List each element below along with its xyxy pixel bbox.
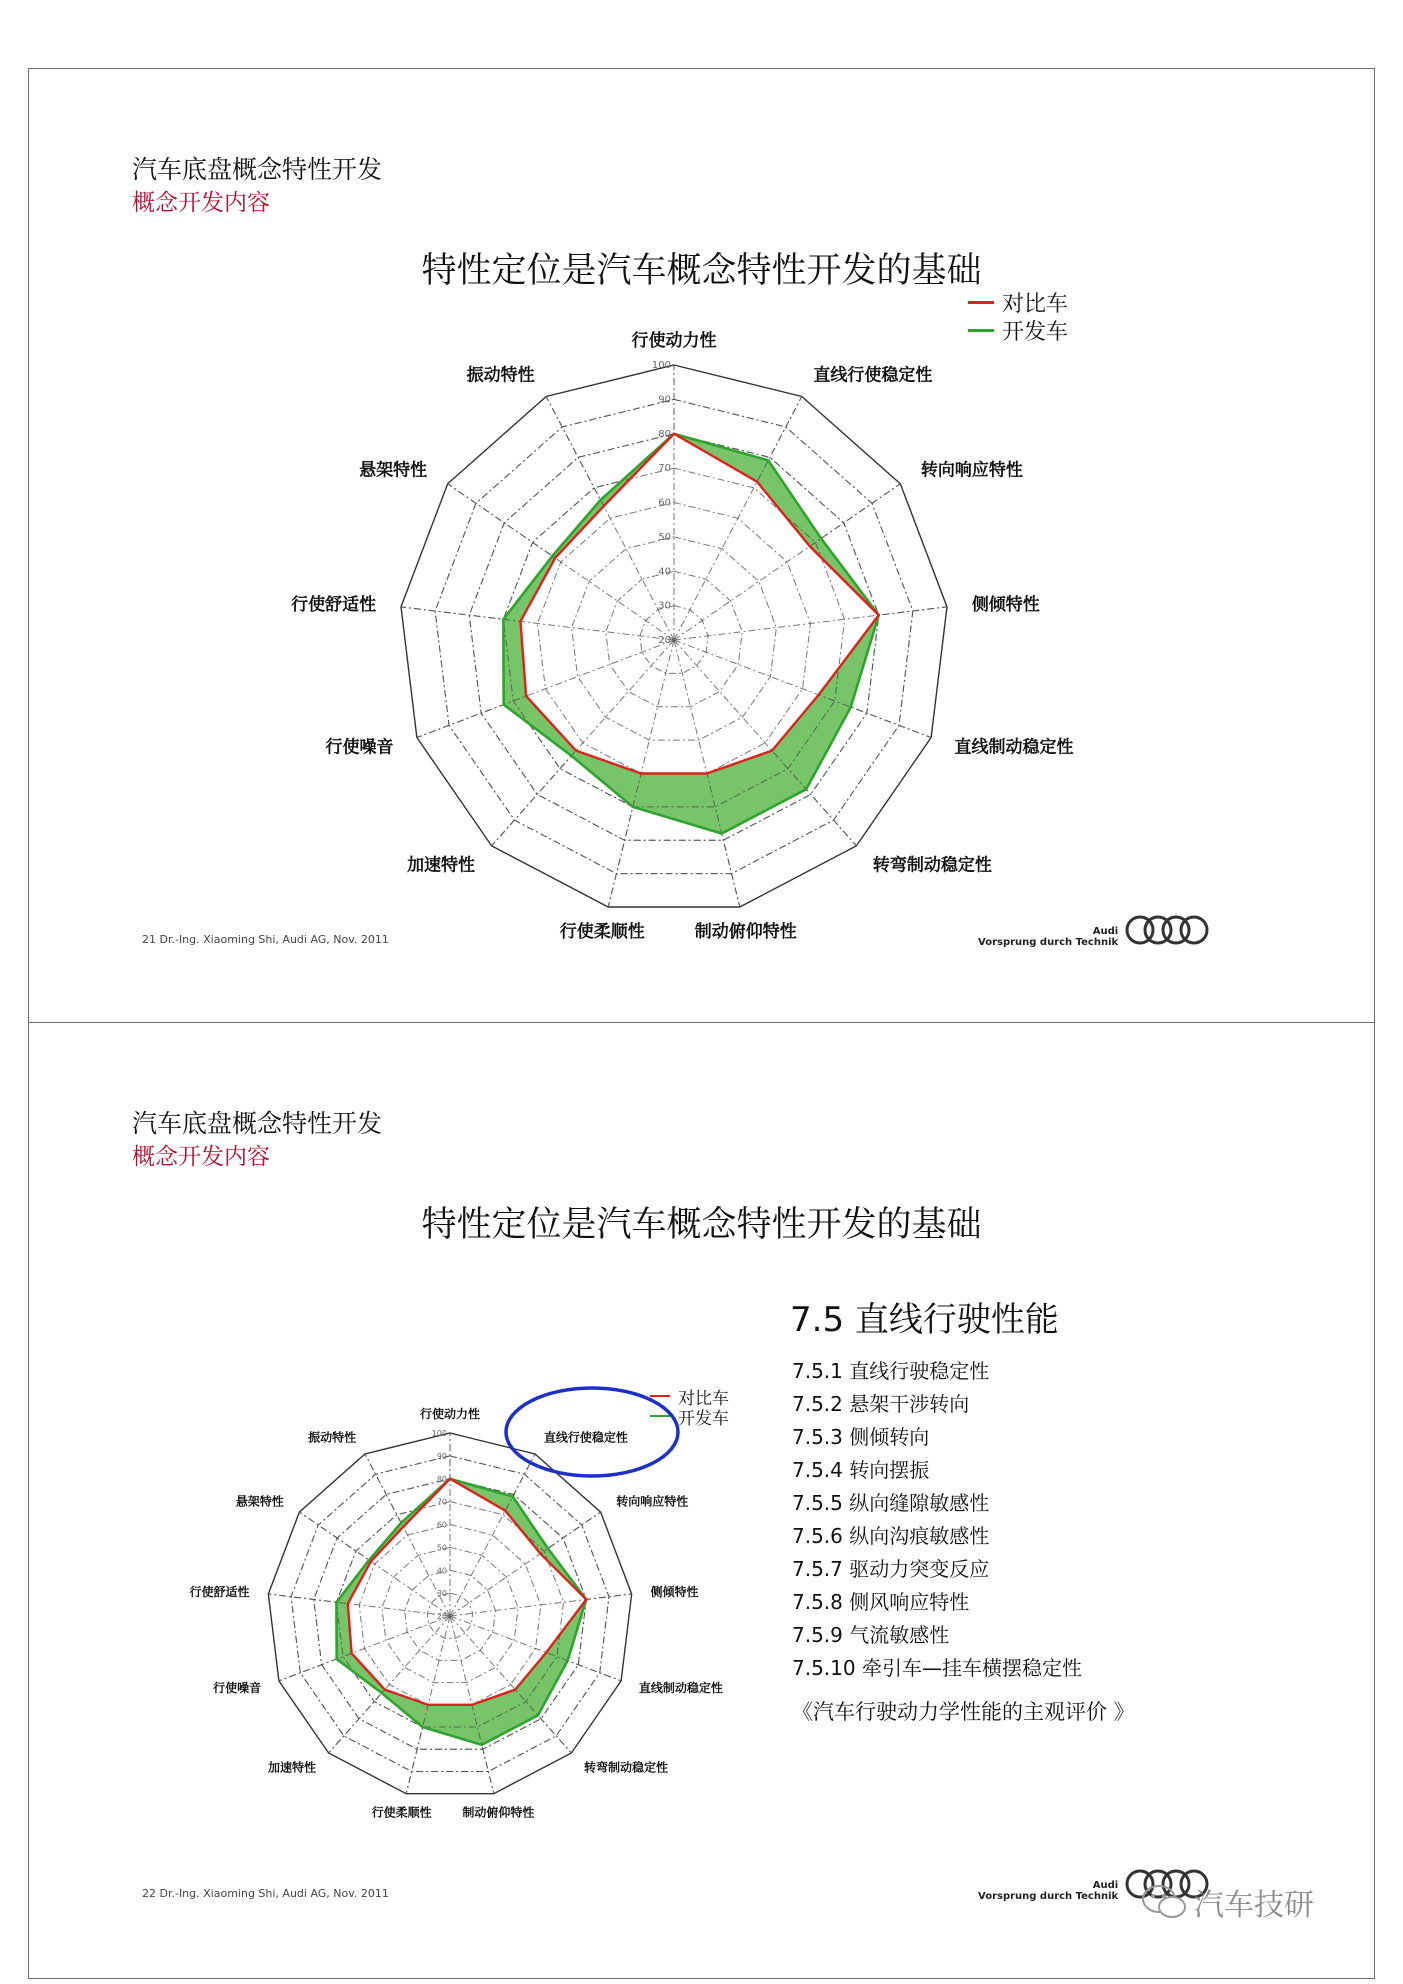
axis-label-9: 行使噪音	[213, 1680, 262, 1695]
tick-label-50: 50	[436, 1543, 447, 1553]
axis-label-10: 行使舒适性	[291, 594, 377, 615]
watermark	[1140, 1880, 1314, 1924]
audi-slogan: Vorsprung durch Technik	[978, 937, 1119, 948]
audi-slogan-2: Vorsprung durch Technik	[978, 1891, 1119, 1902]
wechat-icon	[1140, 1882, 1188, 1922]
tick-label-100: 100	[431, 1429, 447, 1438]
audi-brand-text-2	[978, 1880, 1118, 1902]
axis-label-3: 侧倾特性	[650, 1584, 699, 1599]
audi-word: Audi	[1092, 926, 1119, 937]
axis-label-10: 行使舒适性	[189, 1584, 250, 1599]
axis-label-6: 制动俯仰特性	[462, 1805, 535, 1820]
tick-label-60: 60	[436, 1520, 447, 1530]
axis-label-2: 转向响应特性	[920, 460, 1023, 481]
tick-label-60: 60	[658, 497, 671, 509]
slide1-header-subtitle: 概念开发内容	[132, 190, 270, 216]
audi-word-2: Audi	[1092, 1880, 1119, 1891]
section-item-9: 7.5.9 气流敏感性	[792, 1623, 950, 1647]
legend2-label-development: 开发车	[678, 1408, 729, 1429]
legend-label-comparison: 对比车	[1002, 291, 1069, 317]
legend2-label-comparison: 对比车	[678, 1388, 729, 1409]
tick-label-70: 70	[658, 463, 671, 475]
axis-label-3: 侧倾特性	[971, 594, 1040, 615]
axis-label-4: 直线制动稳定性	[638, 1680, 723, 1695]
tick-label-90: 90	[658, 394, 671, 406]
slide2-header-title: 汽车底盘概念特性开发	[132, 1109, 383, 1138]
axis-label-5: 转弯制动稳定性	[872, 855, 992, 876]
axis-label-1: 直线行使稳定性	[543, 1430, 628, 1445]
section-item-5: 7.5.5 纵向缝隙敏感性	[792, 1491, 990, 1515]
axis-label-7: 行使柔顺性	[371, 1805, 432, 1820]
tick-label-100: 100	[651, 360, 671, 371]
section-heading: 7.5 直线行驶性能	[790, 1300, 1059, 1340]
watermark-text: 汽车技研	[1194, 1888, 1314, 1923]
section-item-1: 7.5.1 直线行驶稳定性	[792, 1359, 990, 1383]
slide2-footer: 22 Dr.-Ing. Xiaoming Shi, Audi AG, Nov. 2011	[142, 1887, 389, 1900]
tick-label-20: 20	[436, 1612, 447, 1621]
section-item-2: 7.5.2 悬架干涉转向	[792, 1392, 970, 1416]
section-item-6: 7.5.6 纵向沟痕敏感性	[792, 1524, 990, 1548]
tick-label-40: 40	[436, 1566, 447, 1576]
axis-label-12: 振动特性	[466, 365, 535, 386]
tick-label-70: 70	[436, 1497, 447, 1507]
tick-label-40: 40	[658, 566, 671, 578]
axis-label-1: 直线行使稳定性	[813, 365, 933, 386]
axis-label-4: 直线制动稳定性	[954, 737, 1074, 758]
axis-label-9: 行使噪音	[325, 737, 394, 758]
axis-label-0: 行使动力性	[419, 1407, 481, 1422]
slide1-main-title: 特性定位是汽车概念特性开发的基础	[421, 251, 982, 291]
axis-label-6: 制动俯仰特性	[694, 922, 797, 943]
tick-label-90: 90	[436, 1451, 447, 1461]
tick-label-20: 20	[658, 635, 671, 646]
axis-label-8: 加速特性	[407, 855, 476, 876]
axis-label-11: 悬架特性	[359, 460, 428, 481]
section-item-3: 7.5.3 侧倾转向	[792, 1425, 930, 1449]
tick-label-50: 50	[658, 531, 671, 543]
slide1-footer: 21 Dr.-Ing. Xiaoming Shi, Audi AG, Nov. 2011	[142, 933, 389, 946]
tick-label-80: 80	[658, 428, 671, 440]
slide1-header-title: 汽车底盘概念特性开发	[132, 155, 383, 184]
axis-label-0: 行使动力性	[631, 330, 717, 351]
source-note: 《汽车行驶动力学性能的主观评价 》	[792, 1700, 1135, 1724]
section-item-8: 7.5.8 侧风响应特性	[792, 1590, 970, 1614]
tick-label-80: 80	[436, 1474, 447, 1484]
section-item-10: 7.5.10 牵引车—挂车横摆稳定性	[792, 1656, 1082, 1680]
slide2-main-title: 特性定位是汽车概念特性开发的基础	[421, 1205, 982, 1245]
legend-label-development: 开发车	[1002, 319, 1069, 345]
axis-label-11: 悬架特性	[235, 1494, 284, 1509]
axis-label-5: 转弯制动稳定性	[583, 1760, 668, 1775]
axis-label-7: 行使柔顺性	[559, 922, 645, 943]
section-item-4: 7.5.4 转向摆振	[792, 1458, 930, 1482]
axis-label-2: 转向响应特性	[616, 1494, 689, 1509]
slide2-header-subtitle: 概念开发内容	[132, 1144, 270, 1170]
tick-label-30: 30	[658, 600, 671, 612]
axis-label-8: 加速特性	[268, 1760, 317, 1775]
axis-label-12: 振动特性	[308, 1430, 357, 1445]
tick-label-30: 30	[436, 1589, 447, 1599]
section-list	[792, 1355, 1082, 1685]
section-item-7: 7.5.7 驱动力突变反应	[792, 1557, 990, 1581]
